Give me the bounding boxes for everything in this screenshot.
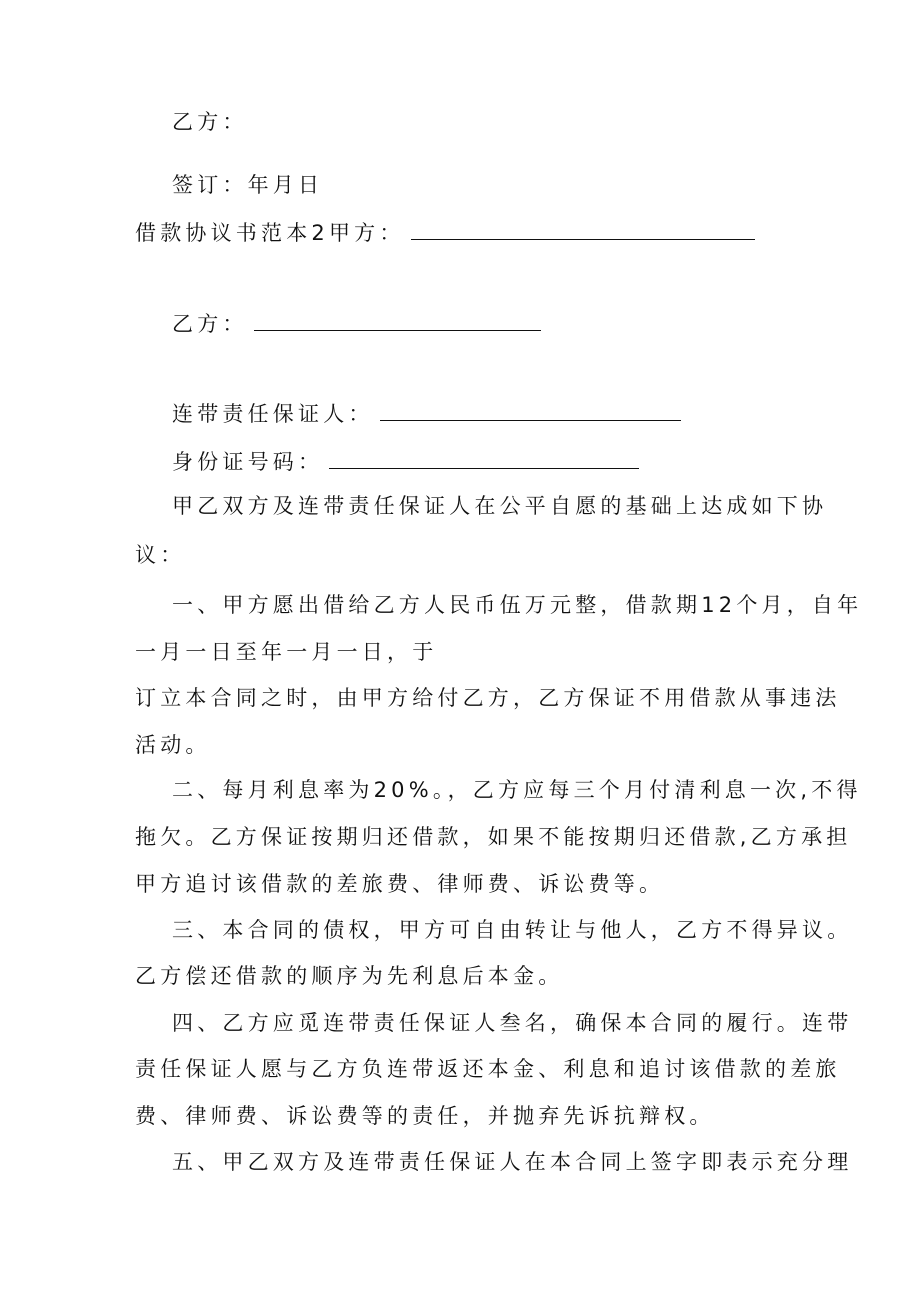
party-b-line: 乙方： xyxy=(172,310,541,338)
signing-date-line: 签订：年月日 xyxy=(172,173,324,197)
party-b-label-top: 乙方： xyxy=(172,110,248,134)
guarantor-line: 连带责任保证人： xyxy=(172,400,681,428)
party-b-blank xyxy=(254,312,541,331)
clause-4-line1: 四、乙方应觅连带责任保证人叁名，确保本合同的履行。连带 xyxy=(172,1011,853,1035)
intro-paragraph-line2: 议： xyxy=(135,543,186,567)
clause-1-line1: 一、甲方愿出借给乙方人民币伍万元整，借款期12个月，自年 xyxy=(172,593,863,617)
id-number-line: 身份证号码： xyxy=(172,448,639,476)
clause-3-line1: 三、本合同的债权，甲方可自由转让与他人，乙方不得异议。 xyxy=(172,918,853,942)
clause-1-line2: 一月一日至年一月一日，于 xyxy=(135,640,438,664)
clause-4-line2: 责任保证人愿与乙方负连带返还本金、利息和追讨该借款的差旅 xyxy=(135,1057,841,1081)
clause-2-line3: 甲方追讨该借款的差旅费、律师费、诉讼费等。 xyxy=(135,872,665,896)
clause-2-line2: 拖欠。乙方保证按期归还借款，如果不能按期归还借款,乙方承担 xyxy=(135,825,852,849)
clause-3-line2: 乙方偿还借款的顺序为先利息后本金。 xyxy=(135,964,564,988)
guarantor-blank xyxy=(380,402,681,421)
intro-paragraph-line1: 甲乙双方及连带责任保证人在公平自愿的基础上达成如下协 xyxy=(172,494,828,518)
clause-2-line1: 二、每月利息率为20%。，乙方应每三个月付清利息一次,不得 xyxy=(172,778,862,802)
clause-1-line3: 订立本合同之时，由甲方给付乙方，乙方保证不用借款从事违法 xyxy=(135,686,841,710)
template2-title-party-a: 借款协议书范本2甲方： xyxy=(135,219,755,247)
party-a-blank xyxy=(411,221,755,240)
clause-5-line1: 五、甲乙双方及连带责任保证人在本合同上签字即表示充分理 xyxy=(172,1150,853,1174)
clause-1-line4: 活动。 xyxy=(135,733,211,757)
id-number-blank xyxy=(329,450,639,469)
clause-4-line3: 费、律师费、诉讼费等的责任，并抛弃先诉抗辩权。 xyxy=(135,1104,715,1128)
